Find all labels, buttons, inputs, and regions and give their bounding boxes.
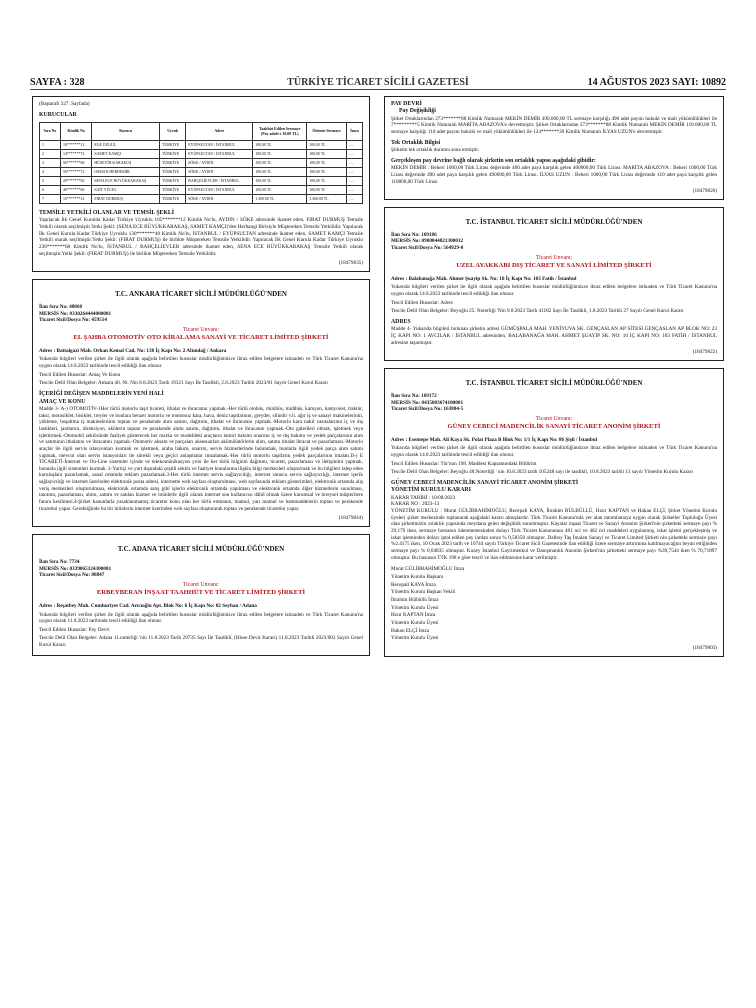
intro-text: Yukarıda bilgileri verilen şirket ile ilgili olarak aşağıda belirtilen hususlar müdürlüğümüzce ibraz edilen belgelere istinaden ve Türk Ticaret Kanunu'na uygun olarak 14.8.2023 tarihinde tescil edildiği ilan olunur. [39,356,363,370]
col-header: Uyruk [160,123,186,141]
section-heading: PAY DEVRİ [391,101,422,107]
company-address: Adres : Battalgazi Mah. Orhan Kemal Cad. No: 138 İç Kapı No: 2 Altındağ / Ankara [39,347,227,354]
table-cell: ..... [346,150,362,159]
signature-line: Yönetim Kurulu Üyesi [391,604,439,611]
table-cell: ..... [346,141,362,150]
founders-notice [32,96,370,272]
office-title: T.C. ADANA TİCARET SİCİLİ MÜDÜRLÜĞÜ'NDEN [117,545,285,554]
ilan-no: İlan Sıra No: 169186 [391,231,437,238]
representatives-text: Yapılacak İlk Genel Kurulda Kadar Türkiye Uyruklu 105*******12 Kimlik No'lu, AYDIN / SÖKE adresinde ikamet eden, FIRAT DURMUŞ Temsile Yetkili olarak seçilmiştir.Yetki Şekli: (SENA ECE BÜYÜKKARAKAŞ, SAMET KAMÇI)'den Herhangi Birisiyle Müştereken Temsile Yetkilidir. Yapılacak İlk Genel Kurula Kadar Türkiye Uyruklu 130*******48 Kimlik No'lu, İSTANBUL / EYÜPSULTAN adresinde ikamet eden, SAMET KAMÇI Temsile Yetkili olarak seçilmiştir.Yetki Şekli: (FIRAT DURMUŞ) ile birlikte Müştereken Temsile Yetkilidir. Yapılacak İlk Genel Kurula Kadar Türkiye Uyruklu 236*******68 Kimlik No'lu, İSTANBUL / BAHÇELİEVLER adresinde ikamet eden, SENA ECE BÜYÜKKARAKAŞ Temsile Yetkili olarak seçilmiştir.Yetki Şekli: (FIRAT DURMUŞ) ile birlikte Müştereken Temsile Yetkilidir. [39,217,363,257]
company-name: ERBEYBERAN İNŞAAT TAAHHÜT VE TİCARET LİMİTED ŞİRKETİ [96,589,306,597]
table-cell: 100,00 TL [253,168,307,177]
decision-no: KARAR NO : 2023-13 [391,501,440,508]
table-cell: SÖKE / AYDIN [186,159,253,168]
mersis-no: MERSİS No: 0900044821300012 [391,238,464,245]
table-row [40,159,363,168]
notice-ref: (18479803) [692,644,717,651]
table-row [40,168,363,177]
table-cell: SÖKE / AYDIN [186,195,253,204]
notice-ref: (18479835) [338,260,363,267]
intro-text: Yukarıda bilgileri verilen şirket ile ilgili olarak aşağıda belirtilen hususlar müdürlüğümüzce ibraz edilen belgelere istinaden ve Türk Ticaret Kanunu'na uygun olarak 14.8.2023 tarihinde tescil edildiği ilan olunur. [391,445,717,459]
gazette-title: TÜRKİYE TİCARET SİCİLİ GAZETESİ [287,77,469,88]
mersis-no: MERSİS No: 0435083674100001 [391,399,464,406]
evidence-docs: Tescile Delil Olan Belgeler: Adana 11.noterliği 'nin 11.8.2023 Tarih 29735 Sayı İle Tasdikli, (Hisse Devir Kararı) 11.8.2023 Tarihli 2023/002 Sayılı Genel Kurul Kararı [39,635,363,649]
table-cell: 5 [40,177,61,186]
section-subheading: YÖNETİM KURULU KARARI [391,487,471,494]
intro-text: Yukarıda bilgileri verilen şirket ile ilgili olarak aşağıda belirtilen hususlar müdürlüğümüzce ibraz edilen belgelere istinaden ve Türk Ticaret Kanunu'na uygun olarak 14.8.2023 tarihinde tescil edildiği ilan olunur. [391,284,717,297]
table-cell: TÜRKİYE [160,168,186,177]
issue-date: 14 AĞUSTOS 2023 SAYI: 10892 [587,77,726,88]
company-name: EL ŞAHBA OTOMOTİV OTO KİRALAMA SANAYİ VE TİCARET LİMİTED ŞİRKETİ [73,334,329,342]
table-cell: ..... [346,186,362,195]
table-cell: SÖKE / AYDIN [186,168,253,177]
continued-note: (Baştarafı 327. Sayfada) [39,101,90,107]
table-cell: 100,00 TL [307,150,347,159]
notice-ref: (18479826) [692,188,717,195]
table-cell: 100,00 TL [253,141,307,150]
table-row [40,186,363,195]
registered-matters: Tescil Edilen Hususlar: Pay Devri [39,626,110,633]
signature-line: Yönetim Kurulu Başkan Vekili [391,589,456,596]
table-cell: 20*******82 [60,177,91,186]
company-address: Adres : Esentepe Mah. Ali Kaya Sk. Polat Plaza B Blok No: 1/1 İç Kapı No: 86 Şişli / İstanbul [391,436,598,443]
unvan-label: Ticaret Unvanı: [182,326,220,333]
table-cell: 100,00 TL [253,186,307,195]
signature-line: Yönetim Kurulu Üyesi [391,619,439,626]
page-number: SAYFA : 328 [30,77,85,88]
sicil-no: Ticaret Sicil/Dosya No: 459514 [39,317,107,324]
purpose-text: Madde 3- A-) OTOMOTİV-1Her türlü motorlu taşıt ticareti, ithalat ve ihracatını yapmak.-Her türlü otobüs, minibüs, midibüs, kamyon, kamyonet, traktör, taksi, motosiklet, bisiklet, treyler ve bunlara benzer motorlu ve motorsuz kara, hava, deniz taşıtlarının, greyder, silindir v.b. ağır iş ve sanayi makinelerinin, yükleme, boşaltma iş makinelerinin toptan ve perakende alım satımı, dağıtımı, ithalat ve ihracatını yapmak.-Motorlu kara nakil vasıtalarının iç ve dış lastikleri, jantlarını, direksiyon, akülerin toptan ve perakende alımı satımı, dağıtımı, ithalat ve ihracatını yapmak.-Oto galerileri olmak, işletmek veya işlettirmek.-Otomobil sektöründe faaliyet gösterecek her marka ve modeldeki araçların tamiri bakımı onarımı iç ve dış bakımı ve yedek parçalarının alım ve satımının ithalatını ve ihracatını yapmak.-Otomotiv aksam ve parçaları aksesuarları akümülatörlerin alım, satımı ithalat ihracat ve pazarlaması.-Motorlu araçlar ile ilgili servis istasyonları kurmak ve işletmek, araba bakım, onarım, servis hizmetlerinde bulunmak, bunlarla ilgili yedek parça alım satımı yapmak, mevcut olan servis istasyonları ile sürekli veya geçici anlaşmalar imzalamak.-Her türlü motorlu taşıtların yedek parçalarının imalatı.II-) E TİCARETİ-İnternet ve On-Line sistemler içinde ve telekomünikasyon yolu ile her türlü bilginin dağıtımı, ticareti, pazarlaması ve iletişimini yapmak, bununla ilgili sistemleri kurmak. 2-Yurtiçi ve yurt dışındaki çeşitli sektör ve faaliyet konularına ilişkin bilgi merkezleri oluşturmak ve bu bilgileri talep eden kuruluşlara pazarlamak, sanal ortamda reklam pazarlamak.3-Her türlü internet servis sağlayıcılığı, internet sunucu servis sağlayıcılığı, internet içerik sağlayıcılığı ve internet üzerinden elektronik posta adresi, internette web sayfası oluşturulması, web sayfasında reklam gösterimleri, elektronik ortamda alış veriş merkezleri oluşturulması, elektronik ortamda satış gibi işlerin elektronik ortamda yapılması ve elektronik ortamda diğer hizmetlerin sunulması, tanıtımı, pazarlaması, alımı, satımı ve satılan hizmet ve ürünlerle ilgili olarak internet son kullanıcısı dâhil olmak üzere kurumsal ve bireysel müşterilere fatura kesilmesi.4-Şirket kanunlarla yasaklanmamış ticaretin konu olan her türlü emtianın, mamul, yarı mamul ve hammaddelerin toptan ve perakende ticaretini yapar. Gerektiğinde bu tür ürünlerin internet üzerinden web sayfası oluşturarak toptan ve perakende ticaretini yapar. [39,405,363,512]
col-header: Sıra No [40,123,61,141]
table-cell: 6 [40,186,61,195]
table-cell: 100,00 TL [253,159,307,168]
table-cell: SAİT YÜCEL [92,186,160,195]
adana-notice [32,534,370,656]
table-cell: 100,00 TL [253,150,307,159]
signature-line: Hakan ELÇİ İmza [391,627,430,634]
table-cell: TÜRKİYE [160,177,186,186]
table-cell: EGE ÖZGÜL [92,141,160,150]
table-cell: 10*******12 [60,195,91,204]
section-heading: Gerçekleşen pay devrine bağlı olarak şirketin son ortaklık yapısı aşağıdaki gibidir: [391,157,596,164]
single-partner-text: Şirketin tek ortaklık durumu sona ermiştir. [391,147,480,154]
company-name: UZEL AYAKKABI DIŞ TİCARET VE SANAYİ LİMİTED ŞİRKETİ [456,262,652,270]
ilan-no: İlan Sıra No: 48868 [39,304,83,311]
table-cell: ..... [346,195,362,204]
signature-line: İbrahim Bülbüllü İmza [391,597,439,603]
decision-text: YÖNETİM KURULU : Murat GÜLİBRAHİMOĞLU, Recepali KAYA, İbrahim BÜLBÜLLÜ, Hızır KAPTAN ve Hakan ELÇİ, Şirket Yönetim Kurulu üyeleri şirket merkezinde toplanarak aşağıdaki kararı almışlardır. Türk Ticaret Kanunu'nda yer alan tanımlamaya uygun olarak Şirketler Topluluğu Üyesi olan şirketimizin ortaklık yapısında meydana gelen değişiklik sunulmuştur. Kayalar inşaat Ticaret ve Sanayi Anonim Şirketi'nin şirketteki sermaye payı % 29,179 iken, sermaye borsanın ödenmemesinden dolayı Türk Ticaret Kanununun 481 nci ve 482 nci maddeleri uygulanmış, iskat işlemi gerçekleşmiş ve iskat işleminden dolayı iptal edilen pay lardan sonra % 0,58358 olmuştur. Dalboy Taş İmalatı Sanayi ve Ticaret Limited Şirketi nin şirketteki sermaye payı %2.4175 iken, 10 Ocak 2023 tarih ve 10744 sayılı Türkiye Ticaret Sicil Gazetesinde ilan edildiği üzere sermaye artırımına katılmayacağını beyan ettiğinden sermaye payı % 0,04835 olmuştur. Kuzey İstanbul Gayrimenkul ve Danışmanlık Anonim Şirketi'nin şirketteki sermaye payı %39,7544 iken % 70,71897 olmuştur. Bu hususun TTK 198 e göre tescil ve ilan edilmesine karar verilmiştir. [391,508,717,561]
signature-line: Yönetim Kurulu Üyesi [391,635,439,642]
sicil-no: Ticaret Sicil/Dosya No: 88847 [39,572,105,579]
evidence-docs: Tescile Delil Olan Belgeler: Beyoğlu 25. Noterliği 'Nin 9.8.2023 Tarih 41182 Sayı İle Tasdikli, 1.8.2023 Tarihli 27 Sayılı Genel Kurul Kararı [391,308,684,315]
registered-matters: Tescil Edilen Hususlar: Tür'nun 198. Maddesi Kapsamındaki Bildirim [391,460,537,467]
table-cell: ..... [346,177,362,186]
sicil-no: Ticaret Sicil/Dosya No: 564929-0 [391,245,464,252]
table-cell: EYÜPSULTAN / İSTANBUL [186,150,253,159]
table-cell: 100,00 TL [307,177,347,186]
table-cell: 1.300,00 TL [307,195,347,204]
table-cell: 100,00 TL [307,186,347,195]
signature-line: Hızır KAPTAN İmza [391,612,436,619]
unvan-label: Ticaret Unvanı: [182,582,220,588]
istanbul-notice-2 [384,368,724,657]
section-subheading: AMAÇ VE KONU [39,398,86,405]
signature-line: Recepali KAYA İmza [391,581,436,588]
table-cell: SAMET KAMÇI [92,150,160,159]
table-cell: TÜRKİYE [160,195,186,204]
table-cell: EYÜPSULTAN / İSTANBUL [186,141,253,150]
ilan-no: İlan Sıra No: 7734 [39,559,80,566]
col-header: İmza [346,123,362,141]
intro-text: Yukarıda bilgileri verilen şirket ile ilgili olarak aşağıda belirtilen hususlar müdürlüğümüzce ibraz edilen belgelere istinaden ve Türk Ticaret Kanunu'na uygun olarak 11.8.2023 tarihinde tescil edildiği ilan olunur. [39,611,363,625]
registered-matters: Tescil Edilen Hususlar: Adres [391,299,453,306]
section-heading: Tek Ortaklık Bilgisi [391,139,441,146]
table-cell: TÜRKİYE [160,159,186,168]
table-cell: 100,00 TL [307,141,347,150]
section-heading: İÇERİĞİ DEĞİŞEN MADDELERİN YENİ HALİ [39,391,164,398]
section-heading: GÜNEY CEBECİ MADENCİLİK SANAYİ TİCARET ANONİM ŞİRKETİ [391,480,579,486]
share-transfer-notice [384,96,724,200]
table-header-row [40,123,363,141]
evidence-docs: Tescile Delil Olan Belgeler: Beyoğlu 48.Noterliği ' nin 10.8.2023 tarih 105248 sayı ile tasdikli, 10.8.2023 tarihli 13 sayılı Yönetim Kurulu Kararı [391,469,693,476]
mersis-no: MERSİS No: 0330264444000001 [39,310,112,317]
mersis-no: MERSİS No: 0339065124300001 [39,565,112,572]
table-cell: TÜRKİYE [160,186,186,195]
col-header: Taahhüt Edilen Sermaye (Pay adedi x 10.00 TL) [253,123,307,141]
office-title: T.C. İSTANBUL TİCARET SİCİLİ MÜDÜRLÜĞÜ'NDEN [465,217,643,226]
table-cell: 1 [40,141,61,150]
table-cell: SENA ECE BÜYÜKKARAKAŞ [92,177,160,186]
table-cell: ..... [346,159,362,168]
table-cell: 3 [40,159,61,168]
table-cell: TÜRKİYE [160,150,186,159]
table-cell: HÜSEYİN KARAKUŞ [92,159,160,168]
table-cell: OSMAN HERDEMİR [92,168,160,177]
col-header: Kurucu [92,123,160,141]
table-cell: 1.300,00 TL [253,195,307,204]
table-cell: BAHÇELİEVLER / İSTANBUL [186,177,253,186]
notice-ref: (18479822) [692,349,717,356]
table-cell: 14*******72 [60,150,91,159]
table-cell: TÜRKİYE [160,141,186,150]
left-column [32,96,370,966]
signature-line: Yönetim Kurulu Başkanı [391,574,444,581]
table-cell: 100,00 TL [307,168,347,177]
notice-ref: (18479844) [338,515,363,522]
table-cell: 100,00 TL [253,177,307,186]
company-address: Adres : Balabanağa Mah. Ahmet Şuayip Sk. No: 10 İç Kapı No: 103 Fatih / İstanbul [391,275,577,282]
founders-heading: KURUCULAR [39,111,77,118]
unvan-label: Ticaret Unvanı: [535,254,573,261]
table-cell: 56*******68 [60,159,91,168]
registered-matters: Tescil Edilen Hususlar: Amaç Ve Konu [39,371,121,378]
table-cell: 4 [40,168,61,177]
table-cell: 100,00 TL [307,159,347,168]
col-header: Ödenen Sermaye [307,123,347,141]
office-title: T.C. ANKARA TİCARET SİCİLİ MÜDÜRLÜĞÜ'NDEN [115,290,287,299]
page-header [30,76,726,90]
address-text: Madde 4- Yukarıda bilgileri bulunan şirketin adresi GÜMÜŞPALA MAH. YENİYUVA SK. GENÇASLAN AP SİTESİ GENÇASLAN AP BLOK NO: 23 İÇ KAPI NO: 1 AVCILAR / İSTANBUL adresinden, BALABANAĞA MAH. AHMET ŞUAYİP SK. NO: 10 İÇ KAPI NO: 103 FATİH / İSTANBUL adresine taşınmıştır. [391,326,717,346]
table-cell: 50*******72 [60,168,91,177]
istanbul-notice-1 [384,207,724,361]
founders-table [39,122,363,204]
transfer-text: Şirket Ortaklarından 273*******88 Kimlik Numaralı MEKİN DEMİR 490.000,00 TL sermaye karşılığı 490 adet payını hukuki ve mali yükümlülükleri ile 7*********5 Kimlik Numaralı MARİTA ABAZOVA'e devretmiştir. Şirket Ortaklarından 273*******88 Kimlik Numaralı MEKİN DEMİR 110.000,00 TL sermaye karşılığı 110 adet payını hukuki ve mali yükümlülükleri ile 124*******20 Kimlik Numaralı İLYAS UZUN'e devretmiştir. [391,115,717,136]
company-address: Adres : Reşatbey Mah. Cumhuriyet Cad. Arıcıoğlu Apt. Blok No: 6 İç Kapı No: 02 Seyhan / Adana [39,602,257,609]
col-header: Adres [186,123,253,141]
signature-list [391,566,717,642]
evidence-docs: Tescile Delil Olan Belgeler: Ankara 40. Nt. Nin 8.8.2023 Tarih 19321 Sayı İle Tasdikli, 2.8.2023 Tarihli 2023/01 Sayılı Genel Kurul Kararı [39,380,328,387]
right-column [384,96,724,966]
table-cell: FIRAT DURMUŞ [92,195,160,204]
table-cell: 2 [40,150,61,159]
table-row [40,141,363,150]
table-row [40,150,363,159]
partnership-structure: MEKİN DEMİR : Beheri 1000,00 Türk Lirası değerinde 400 adet paya karşılık gelen 400000,00 Türk Lirası. MARİTA ABAZOVA : Beheri 1000,00 Türk Lirası değerinde 490 adet paya karşılık gelen 490000,00 Türk Lirası. İLYAS UZUN : Beheri 1000,00 Türk Lirası değerinde 110 adet paya karşılık gelen 110000,00 Türk Lirası [391,165,717,185]
signature-line: Murat GÜLİBRAHİMOĞLU İmza [391,566,465,573]
section-heading: ADRES [391,318,411,325]
table-cell: 7 [40,195,61,204]
table-cell: 10*******12 [60,141,91,150]
table-cell: ..... [346,168,362,177]
office-title: T.C. İSTANBUL TİCARET SİCİLİ MÜDÜRLÜĞÜ'NDEN [465,378,643,387]
ilan-no: İlan Sıra No: 169172 [391,392,437,399]
sicil-no: Ticaret Sicil/Dosya No: 163804-5 [391,406,464,413]
table-cell: EYÜPSULTAN / İSTANBUL [186,186,253,195]
table-row [40,177,363,186]
decision-date: KARAR TARİHİ : 10/08/2023 [391,494,456,501]
company-name: GÜNEY CEBECİ MADENCİLİK SANAYİ TİCARET ANONİM ŞİRKETİ [447,423,661,431]
section-subheading: Pay Değişikliği [399,108,436,115]
unvan-label: Ticaret Unvanı: [535,415,573,422]
table-cell: 40*******60 [60,186,91,195]
col-header: Kimlik No [60,123,91,141]
table-row [40,195,363,204]
ankara-notice [32,279,370,527]
representatives-heading: TEMSİLE YETKİLİ OLANLAR VE TEMSİL ŞEKLİ [39,210,175,217]
